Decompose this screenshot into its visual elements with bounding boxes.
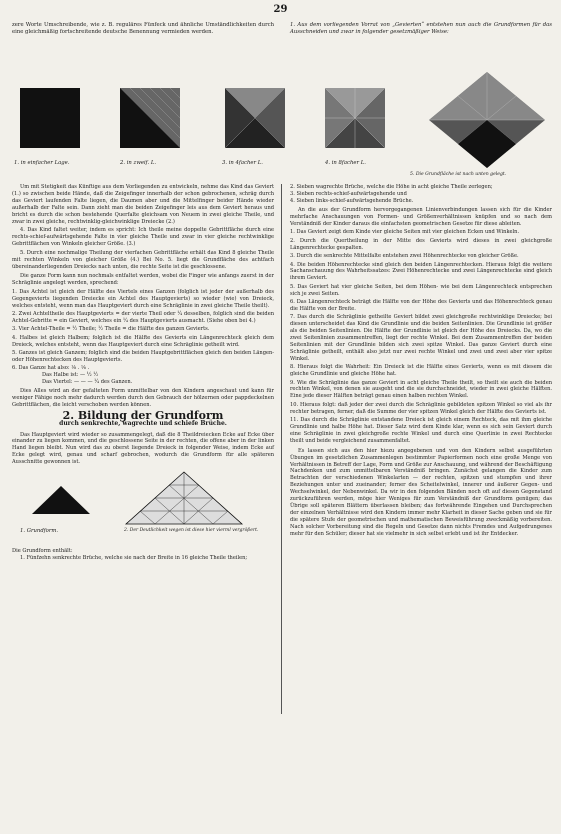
left-list-item: 5. Ganzes ist gleich Ganzem; folglich sind die beiden Hauptgebrittflächen gleich den beiden Längen- oder Höhenrechtecken des Hauptgevierts. <box>12 349 274 363</box>
figure-4-folded-eightfold <box>315 84 395 156</box>
right-list-item: 1. Das Geviert zeigt dem Kinde vier gleiche Seiten mit vier gleichen Ecken und Winkeln. <box>290 229 520 236</box>
bottom-figures <box>12 470 274 540</box>
right-list-item: 2. Sieben wagrechte Brüche, welche die Höhe in acht gleiche Theile zerlegen; <box>290 184 493 190</box>
right-list-item: 7. Das durch die Schräglinie getheilte Geviert bildet zwei gleichgroße rechtwinklige Dreiecke; bei diesen unterscheidet das Kind die Grundlinie und die beiden Seitenlinien. Die Grundlinie ist größer als die beiden Seitenlinien. Die Hälfte der Grundlinie ist gleich der Höhe des Dreiecks. Da, wo die zwei Seitenlinien zusammentreffen, liegt der rechte Winkel. Bei dem Zusammentreffen der beiden Seitenlinien mit der Grundlinie bilden sich zwei spitze Winkel. Das ganze Geviert durch eine Schräglinie getheilt, enthält also jetzt nur zwei rechte Winkel und zwei und zwei aber vier spitze Winkel. <box>290 314 552 362</box>
fraction-line: Das Halbe ist: — ½ ½ <box>42 372 99 379</box>
left-paragraph: Um mit Stetigkeit das Künftige aus dem Vorliegenden zu entwickeln, nehme das Kind das Geviert (1.) so zwischen beide Hände, daß die Zeigefinger innerhalb der schon gebrochenen, schräg durch das Geviert laufenden Falte liegen, die Daumen aber und die Mittelfinger beider Hände wieder außerhalb der Falte sein. Dann zieht man die beiden Zeigefinger leis aus dem Geviert heraus und bricht es durch die schon bestehende Querfalte gleichsam von Neuem in zwei gleiche Theile, und zwar in zwei gleiche, rechtwinklig-gleichwinklige Dreiecke (2.) <box>12 184 274 225</box>
right-list-item: 3. Sieben rechts-schief-aufwärtsgehende und <box>290 190 407 197</box>
figure-1-caption: 1. in einfacher Lage. <box>14 160 70 166</box>
figure-5-base-surface <box>425 70 550 170</box>
figure-3-folded-fourfold <box>215 84 295 156</box>
left-list-item: 3. Vier Achtel-Theile = ½ Theile; ½ Theile = die Hälfte des ganzen Gevierts. <box>12 326 210 333</box>
page-number: 29 <box>273 4 288 15</box>
top-left-text: zere Worte Umschreibende, wie z. B. reguläres Fünfeck und ähnliche Umständlichkeiten durch eine gleichmäßig fortschreitende deutsche Benennung vermieden werden. <box>12 22 274 35</box>
figure-1-square <box>10 84 90 156</box>
right-list-item: 9. Wie die Schräglinie das ganze Geviert in acht gleiche Theile theilt, so theilt sie auch die beiden rechten Winkel, von denen sie ausgeht und die sie durchschneidet, wieder in zwei gleiche Hälften. Eine jede dieser Hälften beträgt genau einen halben rechten Winkel. <box>290 379 552 400</box>
closing-item: 1. Fünfzehn senkrechte Brüche, welche sie nach der Breite in 16 gleiche Theile theilen; <box>20 554 248 561</box>
right-paragraph: An die aus der Grundform hervorgegangenen Linienverbindungen lassen sich für die Kinder mehrfache Anschauungen von Formen- und Größenverhältnissen knüpfen und so nach dem Verständniß der Kinder daraus die einfachsten geometrischen Gesetze für diese ableiten. <box>290 206 552 227</box>
right-list-item: 4. Die beiden Höhenrechtecke sind gleich den beiden Längenrechtecken. Hieraus folgt die weitere Sachanschauung des Wahrheitssatzes: Zwei Höhenrechtecke und zwei Längenrechtecke sind gleich ihrem Geviert. <box>290 261 552 282</box>
bottom-caption-2: 2. Der Deutlichkeit wegen ist diese hier vierml vergrößert. <box>124 528 259 534</box>
figure-2-folded-twice <box>110 84 190 156</box>
right-list-item: 2. Durch die Quertheilung in der Mitte des Gevierts wird dieses in zwei gleichgroße Längenrechtecke gespalten. <box>290 237 552 251</box>
left-paragraph: Die ganze Form kann nun nochmals entfaltet werden, wobei die Finger wie anfangs zuerst in der Schräglinie angelegt werden, sprechend: <box>12 272 274 286</box>
closing-intro: Die Grundform enthält: <box>12 548 73 555</box>
right-list-item: 4. Sieben links-schief-aufwärtsgehende Brüche. <box>290 197 414 204</box>
left-paragraph: 5. Durch eine nochmalige Theilung der vierfachen Gebrittfläche erhält das Kind 8 gleiche Theile mit rechten Winkeln von gleicher Größe (4.) Bei No. 5. liegt die Grundfläche des achtfach übereinanderliegenden Dreiecks nach unten, die rechte Seite ist die geschlossene. <box>12 250 274 270</box>
section-title: 2. Bildung der Grundform <box>62 408 224 422</box>
figure-3-caption: 3. in 4facher L. <box>222 160 263 166</box>
right-list-item: 5. Das Geviert hat vier gleiche Seiten, bei dem Höhen- wie bei dem Längenrechteck entsprechen sich je zwei Seiten. <box>290 283 552 297</box>
right-column <box>290 184 552 540</box>
fraction-line: Das Viertel: — — — ¼ des Ganzen. <box>42 379 133 386</box>
base-form-triangle <box>30 484 92 524</box>
left-list-item: 6. Das Ganze hat also: ⅛ . ⅛ . <box>12 365 90 372</box>
left-paragraph: Dies Alles wird an der gefalteten Form unmittelbar von den Kindern angeschaut und kann für weniger Fähige noch mehr dadurch werden durch den Gebrauch der hölzernen oder pappdeckelnen Gebrittflächen, die leicht verschoben werden können. <box>12 387 274 408</box>
figure-5-caption: 5. Die Grundfläche ist nach unten gelegt. <box>410 172 507 177</box>
left-list-item: 4. Halbes ist gleich Halbem; folglich ist die Hälfte des Gevierts ein Längenrechteck gleich dem Dreieck, welches entsteht, wenn das Hauptgeviert durch eine Schräglinie getheilt wird. <box>12 334 274 348</box>
right-paragraph: Es lassen sich aus den hier hiezu angegebenen und von den Kindern selbst ausgeführten Übungen im gesetzlichen Zusammenlegen bestimmter Papierformen noch eine große Menge von Verhältnissen in Betreff der Lage, Form und Größe zur Anschauung, und während der Beschäftigung Nachdenken und zum unmittelbaren Verständniß bringen. Zunächst gelangen die Kinder zum Betrachten der verschiedenen Winkelarten — der rechten, spitzen und stumpfen und ihrer Beziehungen unter und zueinander; ferner des Scheitelwinkel, innerer und äußerer Gegen- und Wechselwinkel, der Nebenwinkel. Da wir in den folgenden Bänden noch oft auf diesen Gegenstand zurückzuführen werden, möge hier Weniges für zum Verständniß der Grundform genügen; das Übrige soll späteren Blättern überlassen bleiben; das fortwährende Eingehen und Durchsprechen der einzelnen Verhältnisse wird den Kindern immer mehr Klarheit in dieser Sache geben und sie für die spätere Stufe der geometrischen und mathematischen Beweisführung zweckmäßig vorbereiten. Nach solcher Vorbereitung sind die Regeln und Gesetze dann nichts Fremdes und Aufgedrungenes mehr für den Schüler; dieser hat sie vielmehr in sich selbst erlebt und ist ihr Entdecker. <box>290 447 552 537</box>
left-list-item: 2. Zwei Achteltheile des Hauptgevierts = der vierte Theil oder ¼ desselben, folglich sind die beiden Achtel-Gebritte = ein Geviert, welches ein ¼ des Hauptgevierts ausmacht. (Siehe oben bei 4.) <box>12 310 274 324</box>
top-right-text: 1. Aus dem vorliegenden Vorrat von „Gevierten“ entstehen nun auch die Grundformen für das Ausschneiden und zwar in folgender gesetzmäßiger Weise: <box>290 22 552 35</box>
right-list-item: 6. Das Längenrechteck beträgt die Hälfte von der Höhe des Gevierts und das Höhenrechteck genau die Hälfte von der Breite. <box>290 299 552 312</box>
right-list-item: 10. Hieraus folgt: daß jeder der zwei durch die Schräglinie gebildeten spitzen Winkel so viel als ihr rechter betragen, ferner, daß die Summe der vier spitzen Winkel gleich der Hälfte des Gevierts ist. <box>290 401 552 415</box>
left-paragraph: 4. Das Kind faltet weiter, indem es spricht: Ich theile meine doppelte Gebrittfläche durch eine rechts-schief-aufwärtsgehende Falte in vier gleiche Theile und zwar in vier gleiche rechtwinklige Gebrittflächen von Winkeln gleicher Größe. (3.) <box>12 227 274 248</box>
figure-row <box>10 70 555 180</box>
left-list-item: 1. Das Achtel ist gleich der Hälfte des Viertels eines Ganzen (folglich ist jeder der außerhalb des Gegengevierts liegenden Dreiecke ein Achtel des Hauptgevierts) so wieder (wie) von Dreieck, welches entsteht, wenn man das Hauptgeviert durch eine Schräglinie in zwei gleiche Theile theilt). <box>12 288 274 309</box>
left-column <box>12 184 274 562</box>
section-subtitle: durch senkrechte, wagrechte und schiefe Brüche. <box>59 419 227 427</box>
right-list-item: 11. Das durch die Schräglinie entstandene Dreieck ist gleich einem Rechteck, das mit ihm gleiche Grundlinie und halbe Höhe hat. Dieser Satz wird dem Kinde klar, wenn es sich sein Geviert durch eine Schräglinie in zwei gleichgroße rechte Winkel und durch eine Querlinie in zwei Rechtecke theilt und beide vergleichend zusammenfaltet. <box>290 417 552 444</box>
right-list-item: 3. Durch die senkrechte Mittelfalte entstehen zwei Höhenrechtecke von gleicher Größe. <box>290 253 519 260</box>
enlarged-base-form <box>124 470 244 528</box>
figure-2-caption: 2. in zweif. L. <box>120 160 157 166</box>
column-divider <box>281 184 282 714</box>
figure-4-caption: 4. in 8facher L. <box>325 160 366 166</box>
bottom-caption-1: 1. Grundform. <box>20 528 59 535</box>
right-list-item: 8. Hieraus folgt die Wahrheit: Ein Dreieck ist die Hälfte eines Gevierts, wenn es mit diesem die gleiche Grundlinie und gleiche Höhe hat. <box>290 364 552 378</box>
section-paragraph: Das Hauptgeviert wird wieder so zusammengelegt, daß die 8 Theildreiecken Ecke auf Ecke über einander zu liegen kommen, und die geschlossene Seite in der rechten, die offene aber in der linken Hand liegen bleibt. Nun wird das zu oberst liegende Dreieck in folgender Weise, indem Ecke auf Ecke gelegt wird, genau und scharf gebrochen, wodurch die Grundform für alle späteren Ausschnitte gewonnen ist. <box>12 431 274 466</box>
